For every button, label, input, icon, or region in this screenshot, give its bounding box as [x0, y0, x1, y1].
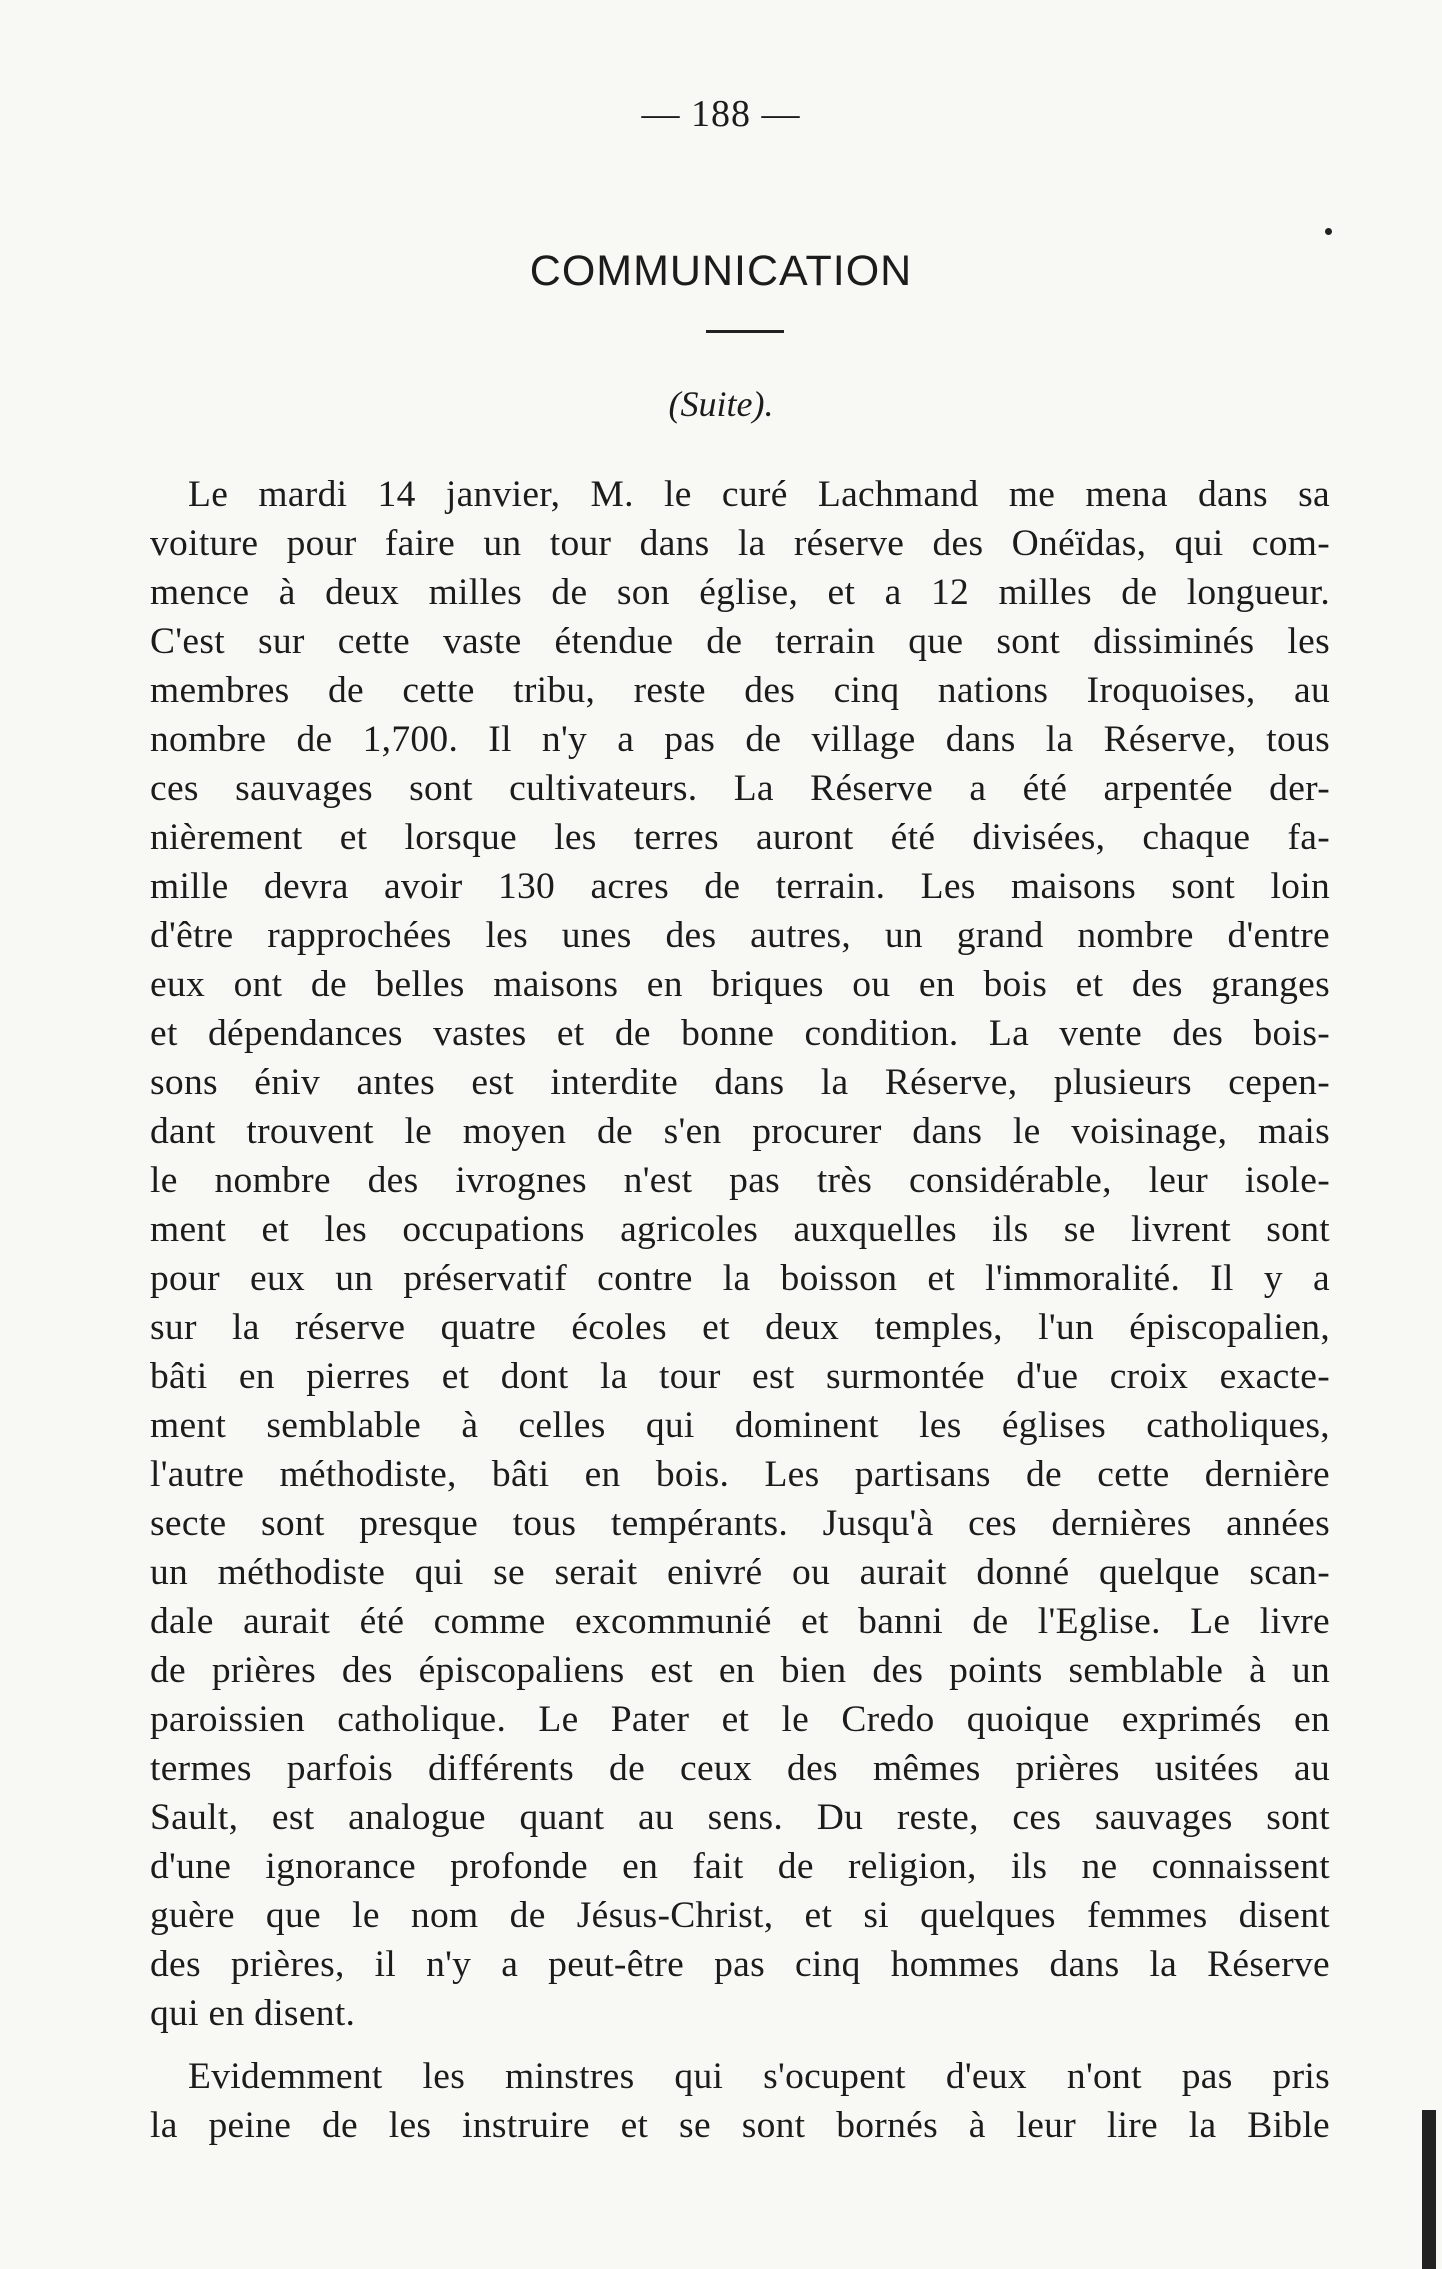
paragraph-gap — [150, 2038, 1330, 2052]
text-line: Evidemment les minstres qui s'ocupent d'eux n'ont pas pris — [188, 2056, 1330, 2097]
text-line: des prières, il n'y a peut-être pas cinq hommes dans la Réserve — [150, 1944, 1330, 1985]
text-line: l'autre méthodiste, bâti en bois. Les partisans de cette dernière — [150, 1454, 1330, 1495]
text-line: membres de cette tribu, reste des cinq nations Iroquoises, au — [150, 670, 1330, 711]
text-line: voiture pour faire un tour dans la réserve des Onéïdas, qui com- — [150, 523, 1330, 564]
text-line: ces sauvages sont cultivateurs. La Réserve a été arpentée der- — [150, 768, 1330, 809]
text-line: bâti en pierres et dont la tour est surmontée d'ue croix exacte- — [150, 1356, 1330, 1397]
body-text — [150, 470, 1330, 2150]
page-title: COMMUNICATION — [529, 246, 913, 295]
text-line: eux ont de belles maisons en briques ou en bois et des granges — [150, 964, 1330, 1005]
text-line: la peine de les instruire et se sont bornés à leur lire la Bible — [150, 2105, 1330, 2146]
text-line: dant trouvent le moyen de s'en procurer dans le voisinage, mais — [150, 1111, 1330, 1152]
text-line: guère que le nom de Jésus-Christ, et si quelques femmes disent — [150, 1895, 1330, 1936]
text-line: dale aurait été comme excommunié et banni de l'Eglise. Le livre — [150, 1601, 1330, 1642]
text-line: termes parfois différents de ceux des mêmes prières usitées au — [150, 1748, 1330, 1789]
text-line: un méthodiste qui se serait enivré ou aurait donné quelque scan- — [150, 1552, 1330, 1593]
text-line: Le mardi 14 janvier, M. le curé Lachmand me mena dans sa — [188, 474, 1330, 515]
text-line: le nombre des ivrognes n'est pas très considérable, leur isole- — [150, 1160, 1330, 1201]
text-line: mence à deux milles de son église, et a 12 milles de longueur. — [150, 572, 1330, 613]
text-line: paroissien catholique. Le Pater et le Credo quoique exprimés en — [150, 1699, 1330, 1740]
subtitle-text: (Suite). — [668, 384, 774, 424]
text-line: C'est sur cette vaste étendue de terrain que sont dissiminés les — [150, 621, 1330, 662]
page-number: — 188 — — [641, 93, 801, 135]
subtitle — [0, 383, 1442, 425]
text-line: pour eux un préservatif contre la boisson et l'immoralité. Il y a — [150, 1258, 1330, 1299]
text-line: mille devra avoir 130 acres de terrain. Les maisons sont loin — [150, 866, 1330, 907]
text-line: et dépendances vastes et de bonne condition. La vente des bois- — [150, 1013, 1330, 1054]
text-line: ment et les occupations agricoles auxquelles ils se livrent sont — [150, 1209, 1330, 1250]
text-line: sons éniv antes est interdite dans la Réserve, plusieurs cepen- — [150, 1062, 1330, 1103]
text-line: qui en disent. — [150, 1993, 356, 2034]
scan-speck — [1325, 228, 1332, 235]
text-line: ment semblable à celles qui dominent les églises catholiques, — [150, 1405, 1330, 1446]
text-line: d'être rapprochées les unes des autres, un grand nombre d'entre — [150, 915, 1330, 956]
text-line: nièrement et lorsque les terres auront été divisées, chaque fa- — [150, 817, 1330, 858]
text-line: sur la réserve quatre écoles et deux temples, l'un épiscopalien, — [150, 1307, 1330, 1348]
text-line: de prières des épiscopaliens est en bien des points semblable à un — [150, 1650, 1330, 1691]
text-line: secte sont presque tous tempérants. Jusqu'à ces dernières années — [150, 1503, 1330, 1544]
title-divider — [706, 330, 784, 333]
text-line: Sault, est analogue quant au sens. Du reste, ces sauvages sont — [150, 1797, 1330, 1838]
text-line: d'une ignorance profonde en fait de religion, ils ne connaissent — [150, 1846, 1330, 1887]
scan-edge-shadow — [1422, 2110, 1436, 2269]
text-line: nombre de 1,700. Il n'y a pas de village dans la Réserve, tous — [150, 719, 1330, 760]
